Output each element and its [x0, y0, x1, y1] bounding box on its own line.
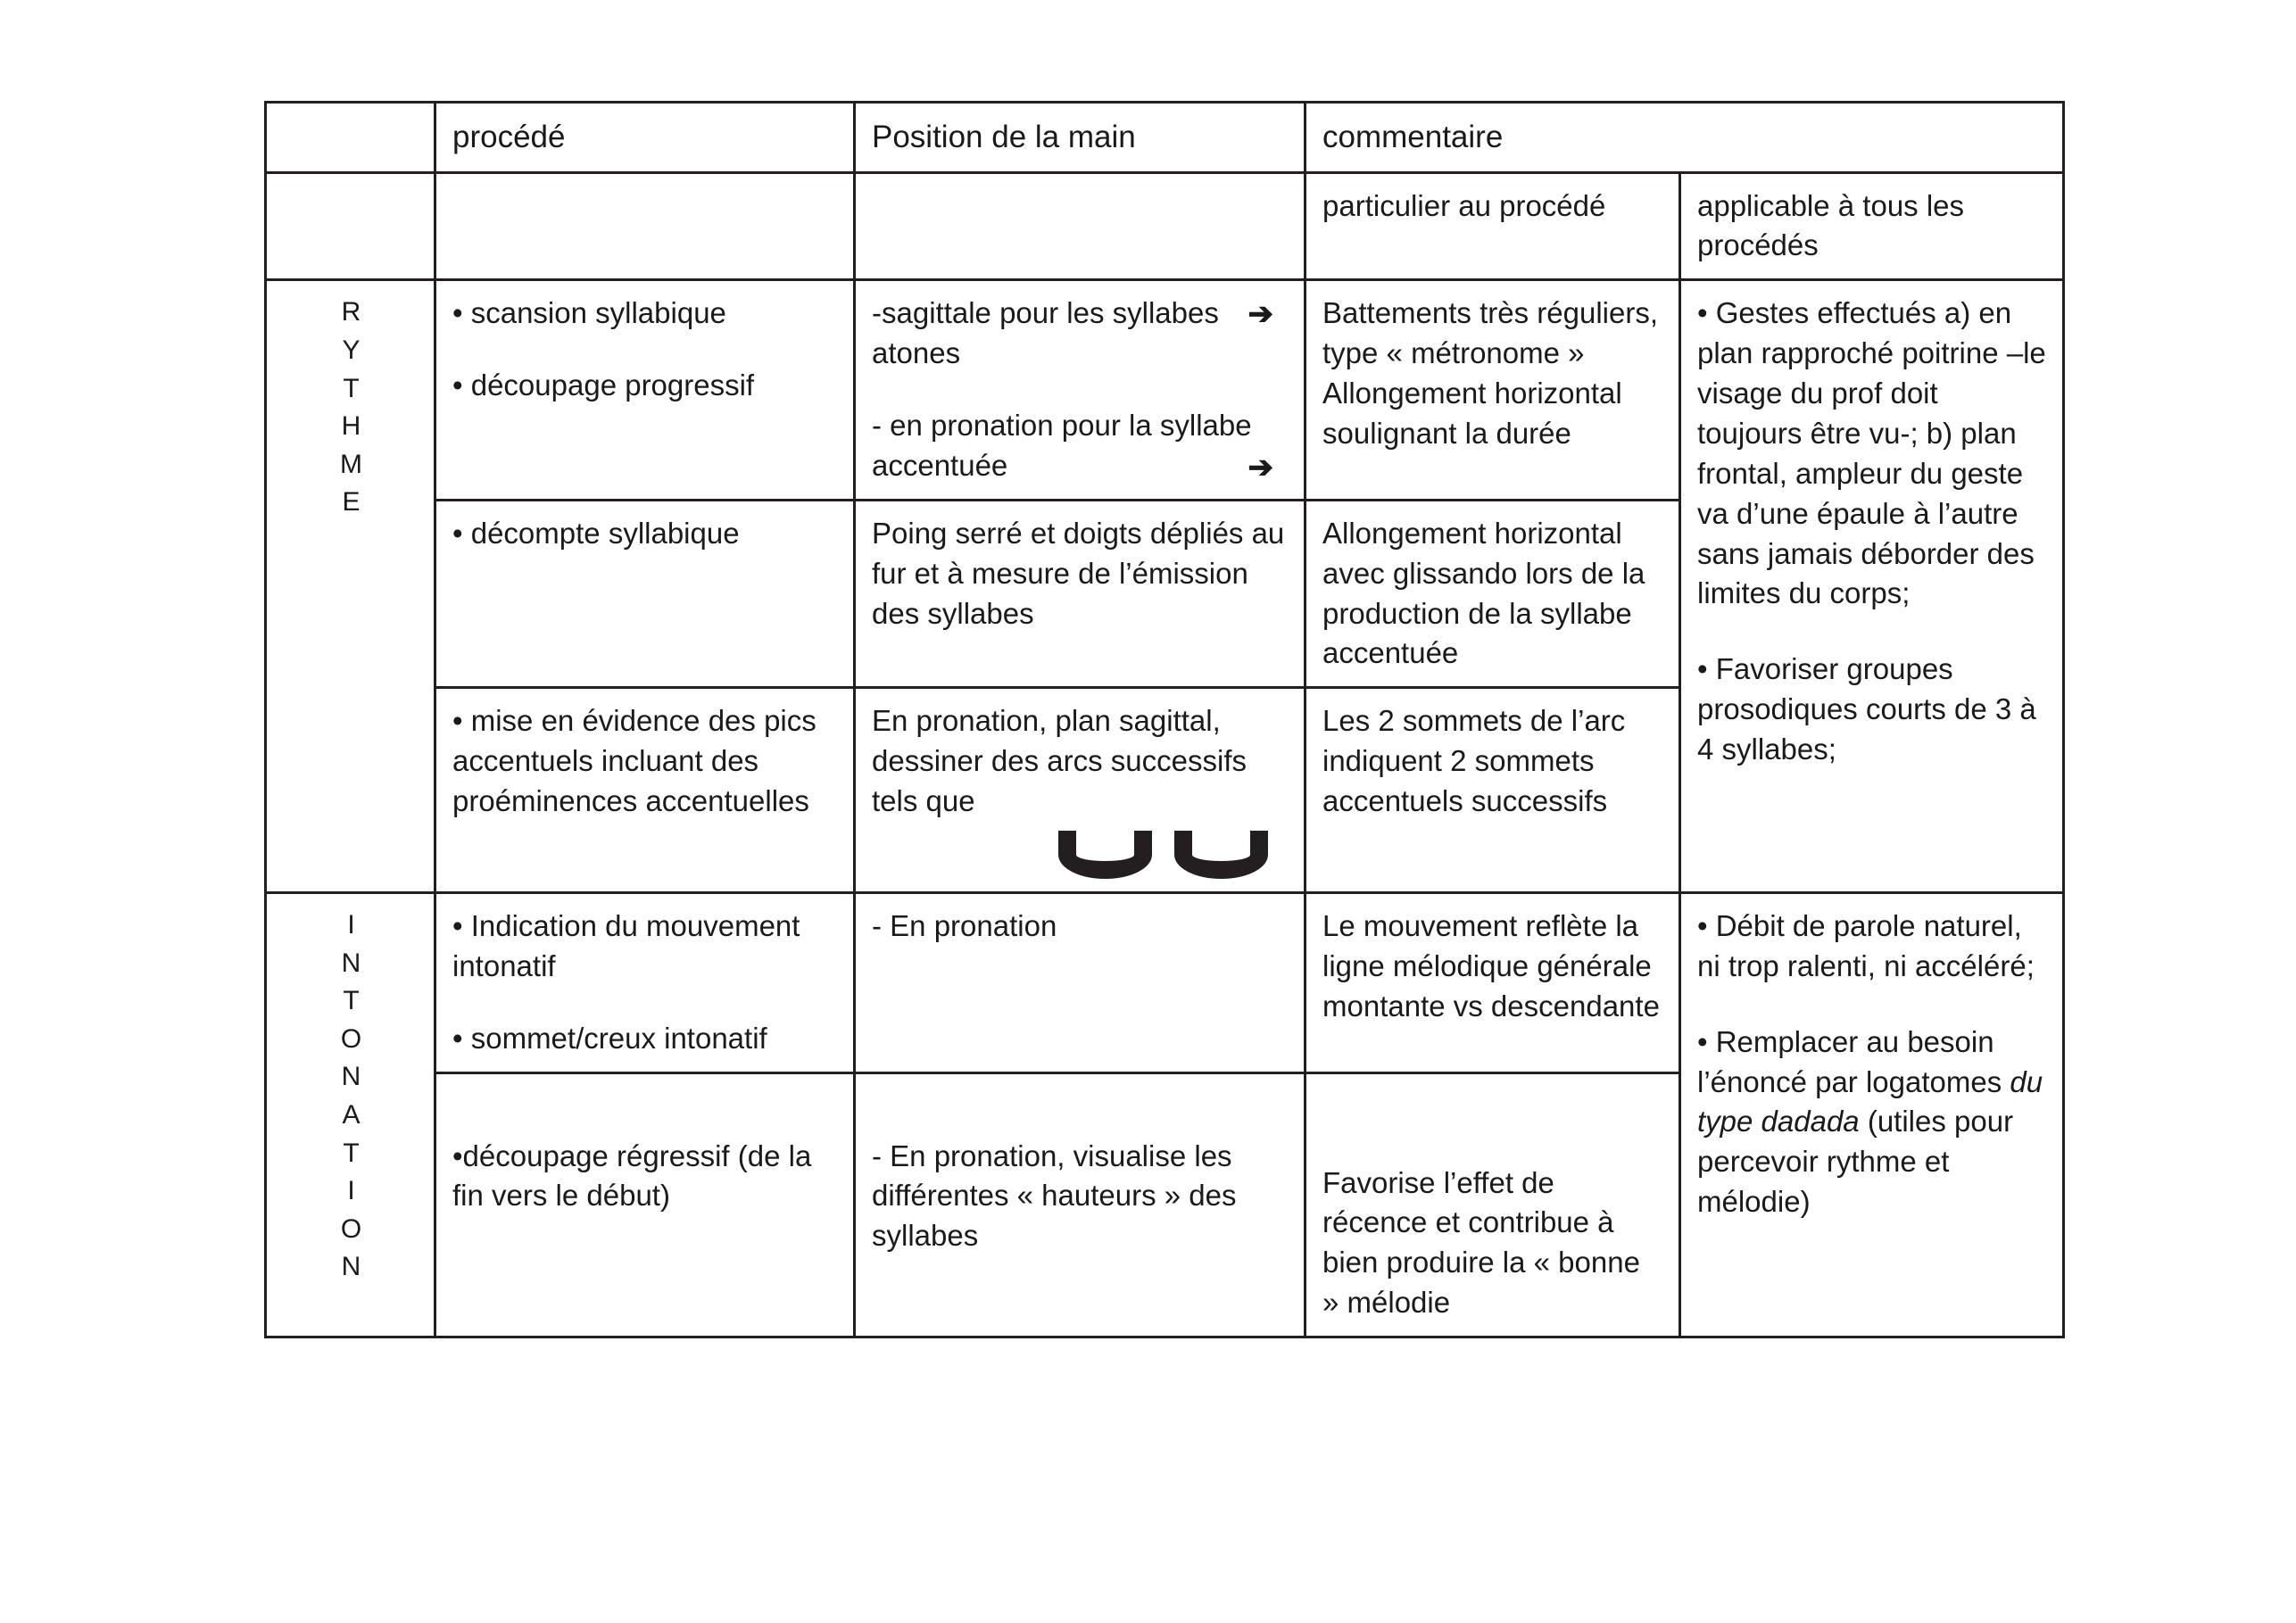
procede-bullet: • découpage progressif [452, 368, 755, 402]
arc-diagram [872, 831, 1289, 879]
position-line-text: En pronation, plan sagittal, dessiner des arcs successifs tels que [872, 704, 1247, 818]
cell-position-row2 [855, 500, 1305, 688]
header-particulier-au-procede: particulier au procédé [1305, 172, 1680, 280]
table-header-row-primary [266, 103, 2064, 173]
applicable-bullet-logatomes [1697, 1023, 2048, 1222]
header-commentaire: commentaire [1305, 103, 2064, 173]
applicable-bullet: • Gestes effectués a) en plan rapproché poitrine –le visage du prof doit toujours être vu-; b) plan frontal, ampleur du geste va d’une épaule à l’autre sans jamais déborder des limites du corps; [1697, 296, 2046, 610]
category-letter: T [343, 1138, 360, 1168]
position-line-text: - En pronation [872, 908, 1057, 942]
procede-bullet: • mise en évidence des pics accentuels incluant des proéminences accentuelles [452, 704, 816, 818]
procedures-table-container [264, 101, 2062, 1338]
applicable-text-part2: (utiles pour percevoir rythme et mélodie) [1697, 1105, 2014, 1219]
header-procede: procédé [435, 103, 855, 173]
procede-bullet: • scansion syllabique [452, 296, 726, 330]
category-letter: H [341, 411, 361, 442]
category-letter: Y [342, 335, 361, 365]
header-corner-blank [266, 103, 435, 173]
category-letter: I [347, 909, 355, 940]
procede-bullet: • sommet/creux intonatif [452, 1021, 767, 1055]
position-line-text: Poing serré et doigts dépliés au fur et à mesure de l’émission des syllabes [872, 516, 1285, 630]
cell-position-row1 [855, 280, 1305, 501]
position-line-text: - en pronation pour la syllabe accentuée [872, 409, 1252, 482]
applicable-bullet: • Débit de parole naturel, ni trop ralenti, ni accéléré; [1697, 908, 2035, 982]
cell-particulier-row4: Le mouvement reflète la ligne mélodique générale montante vs descendante [1305, 892, 1680, 1072]
cell-applicable-rythme [1680, 280, 2064, 893]
header-procede-sub-blank [435, 172, 855, 280]
table-row [266, 892, 2064, 1072]
table-row [266, 280, 2064, 501]
position-line-text: - En pronation, visualise les différentes « hauteurs » des syllabes [872, 1139, 1237, 1253]
header-applicable-tous-procedes: applicable à tous les procédés [1680, 172, 2064, 280]
cell-procede-row5 [435, 1072, 855, 1337]
cell-procede-row4 [435, 892, 855, 1072]
category-letter: O [340, 1213, 362, 1244]
right-arrow-icon: ➔ [1247, 451, 1273, 485]
category-letter: R [341, 297, 361, 327]
applicable-text-part1: • Remplacer au besoin l’énoncé par logatomes [1697, 1024, 2010, 1098]
cell-procede-row3 [435, 688, 855, 893]
arc-shape-icon [1058, 831, 1152, 879]
category-letter: T [343, 373, 360, 403]
header-position-sub-blank [855, 172, 1305, 280]
header-corner-blank-2 [266, 172, 435, 280]
applicable-bullet: • Favoriser groupes prosodiques courts de 3 à 4 syllabes; [1697, 652, 2036, 766]
category-label-intonation [266, 892, 435, 1337]
cell-position-row4 [855, 892, 1305, 1072]
cell-particulier-row1: Battements très réguliers, type « métronome » Allongement horizontal soulignant la durée [1305, 280, 1680, 501]
position-line-with-arrow [872, 406, 1289, 486]
category-letter: N [341, 948, 361, 978]
procede-bullet: • Indication du mouvement intonatif [452, 908, 800, 982]
arc-shape-icon [1174, 831, 1268, 879]
cell-applicable-intonation [1680, 892, 2064, 1337]
category-letter: T [343, 986, 360, 1016]
procede-bullet: • décompte syllabique [452, 516, 740, 550]
category-letter: E [342, 487, 361, 518]
procede-bullet: •découpage régressif (de la fin vers le début) [452, 1139, 812, 1213]
category-label-rythme [266, 280, 435, 893]
category-letter: I [347, 1176, 355, 1206]
category-letter: N [341, 1252, 361, 1282]
position-line-with-arrow [872, 294, 1289, 374]
cell-position-row5 [855, 1072, 1305, 1337]
cell-particulier-row2: Allongement horizontal avec glissando lors de la production de la syllabe accentuée [1305, 500, 1680, 688]
applicable-text-italic: du type dadada [1697, 1064, 2043, 1139]
position-line-text: -sagittale pour les syllabes atones [872, 296, 1219, 370]
procedures-table [264, 101, 2065, 1338]
category-letter: M [340, 449, 362, 479]
category-letter: A [342, 1099, 361, 1130]
category-label-rythme-letters [283, 294, 419, 522]
cell-procede-row1 [435, 280, 855, 501]
category-letter: O [340, 1023, 362, 1054]
cell-particulier-row5: Favorise l’effet de récence et contribue à bien produire la « bonne » mélodie [1305, 1072, 1680, 1337]
cell-procede-row2 [435, 500, 855, 688]
cell-particulier-row3: Les 2 sommets de l’arc indiquent 2 sommets accentuels successifs [1305, 688, 1680, 893]
category-label-intonation-letters [283, 907, 419, 1287]
cell-position-row3 [855, 688, 1305, 893]
category-letter: N [341, 1062, 361, 1092]
header-position-main: Position de la main [855, 103, 1305, 173]
table-header-row-secondary [266, 172, 2064, 280]
right-arrow-icon: ➔ [1247, 297, 1273, 332]
